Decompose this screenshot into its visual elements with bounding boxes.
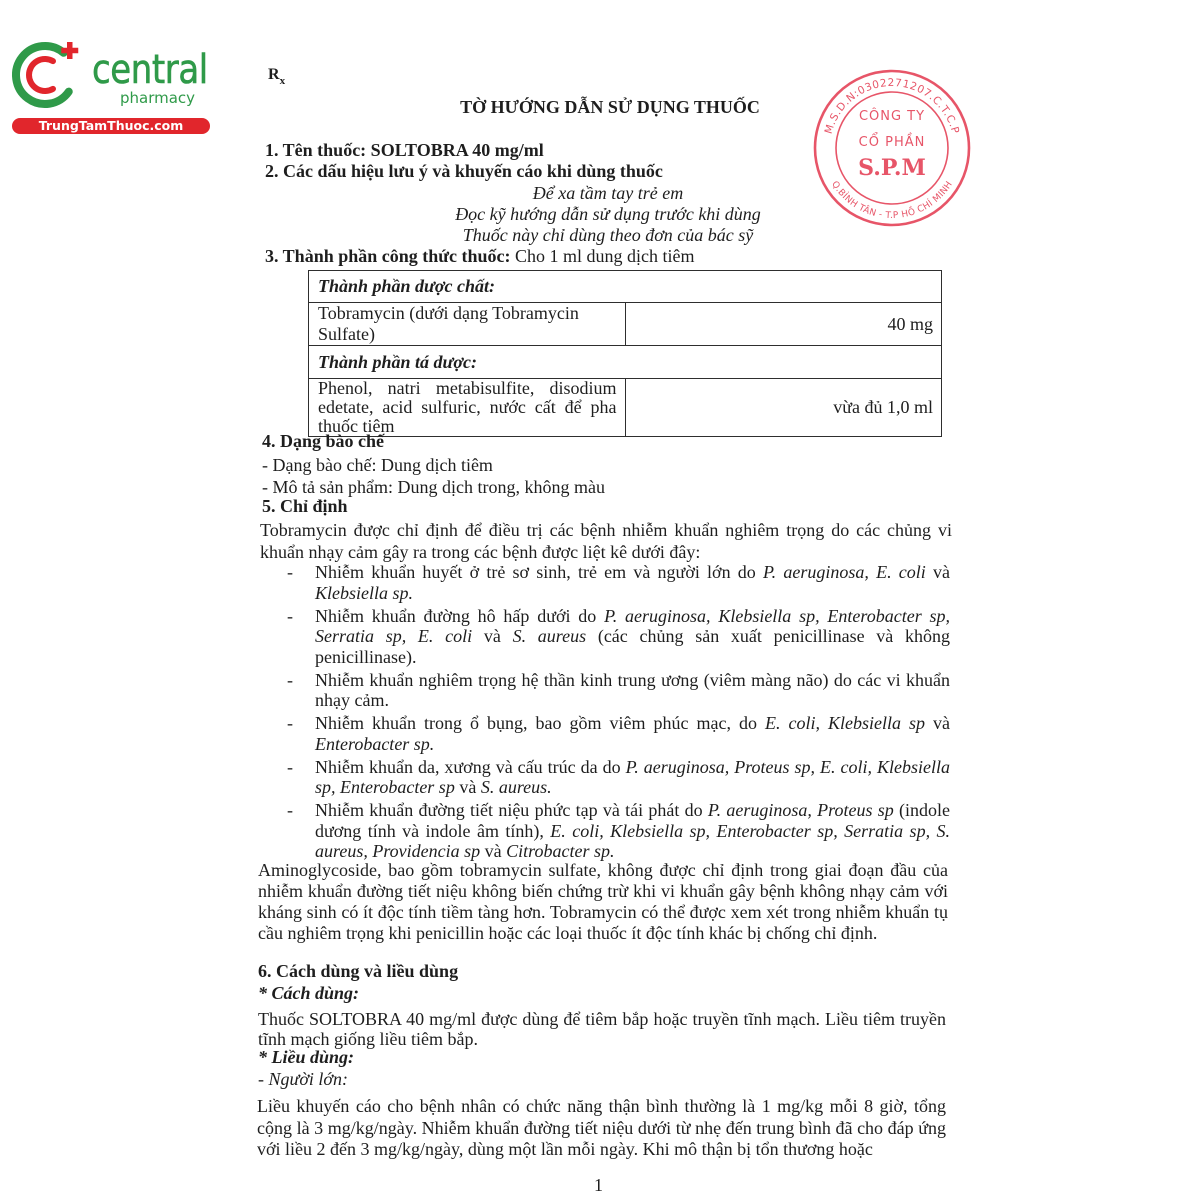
central-pharmacy-logo[interactable] — [8, 36, 220, 140]
organism-names: P. aeruginosa, Klebsiella sp, Enterobacter sp, Serratia sp, E. coli — [315, 605, 950, 646]
company-stamp — [812, 68, 972, 228]
indication-segment: và — [472, 626, 513, 646]
organism-names: E. coli, Klebsiella sp, Enterobacter sp, Serratia sp, S. aureus, Providencia sp — [315, 820, 950, 861]
dosage-label: * Liều dùng: — [258, 1047, 355, 1067]
indication-segment: Nhiễm khuẩn đường tiết niệu phức tạp và tái phát do — [315, 800, 708, 820]
indication-text — [315, 757, 950, 798]
indication-segment: (các chủng sản xuất penicillinase và không penicillinase). — [315, 626, 950, 667]
stamp-line-name: S.P.M — [858, 155, 926, 181]
organism-names: P. aeruginosa, E. coli — [763, 562, 926, 582]
indication-item — [287, 670, 950, 711]
organism-names: S. aureus. — [480, 777, 552, 797]
indication-segment: Nhiễm khuẩn trong ổ bụng, bao gồm viêm phúc mạc, do — [315, 713, 765, 733]
dosage-form-list — [262, 454, 605, 498]
stamp-ring-bottom-text: Q.BÌNH TÂN - T.P HỒ CHÍ MINH — [829, 179, 955, 222]
indication-text — [315, 670, 950, 711]
organism-names: Klebsiella sp. — [315, 582, 413, 603]
warning-lines — [408, 183, 808, 246]
indication-text — [315, 562, 950, 603]
logo-brand-name: central — [92, 47, 208, 93]
table-row — [309, 346, 942, 379]
section-4-heading: 4. Dạng bào chế — [262, 431, 385, 451]
composition-table — [308, 270, 942, 437]
organism-names: Citrobacter sp. — [506, 841, 615, 861]
section-1-drug-name: 1. Tên thuốc: SOLTOBRA 40 mg/ml — [265, 140, 544, 160]
indications-intro: Tobramycin được chỉ định để điều trị các bệnh nhiễm khuẩn nghiêm trọng do các chủng vi khuẩn nhạy cảm gây ra trong các bệnh được liệt kê dưới đây: — [260, 520, 952, 562]
adult-dosage-text: Liều khuyến cáo cho bệnh nhân có chức năng thận bình thường là 1 mg/kg mỗi 8 giờ, tổng cộng là 3 mg/kg/ngày. Nhiễm khuẩn đường tiết niệu dưới từ nhẹ đến trung bình đã cho đáp ứng với liều 2 đến 3 mg/kg/ngày, dùng một lần mỗi ngày. Khi mô thận bị tổn thương hoặc — [257, 1096, 946, 1159]
indications-note: Aminoglycoside, bao gồm tobramycin sulfate, không được chỉ định trong giai đoạn đầu của nhiễm khuẩn đường tiết niệu không biến chứng trừ khi vi khuẩn gây bệnh không nhạy cảm với kháng sinh có ít độc tính tiềm tàng hơn. Tobramycin có thể được xem xét trong nhiễm khuẩn tụ cầu nghiêm trọng khi penicillin hoặc các loại thuốc ít độc tính khác bị chống chỉ định. — [258, 860, 948, 943]
indication-item — [287, 713, 950, 754]
indication-text — [315, 606, 950, 668]
section-3-heading — [265, 246, 695, 267]
section-3-note: Cho 1 ml dung dịch tiêm — [515, 246, 695, 266]
bullet-dash: - — [287, 605, 293, 626]
stamp-line-company: CÔNG TY — [858, 109, 926, 124]
product-description-item: - Mô tả sản phẩm: Dung dịch trong, không màu — [262, 477, 605, 497]
indication-segment: và — [480, 841, 507, 861]
table-row — [309, 379, 942, 437]
excipient-header: Thành phần tá dược: — [309, 346, 942, 379]
indication-item — [287, 562, 950, 603]
bullet-dash: - — [287, 562, 293, 582]
indication-segment: Nhiễm khuẩn đường hô hấp dưới do — [315, 605, 605, 626]
excipient-amount: vừa đủ 1,0 ml — [625, 379, 942, 437]
logo-brand-subtitle: pharmacy — [120, 89, 196, 107]
indication-text — [315, 800, 950, 862]
dosage-form-item: - Dạng bào chế: Dung dịch tiêm — [262, 455, 493, 475]
bullet-dash: - — [287, 756, 293, 777]
organism-names: Enterobacter sp. — [315, 733, 435, 754]
indication-segment: và — [924, 713, 950, 733]
indications-list — [287, 562, 950, 864]
active-ingredient-name: Tobramycin (dưới dạng Tobramycin Sulfate) — [309, 303, 626, 346]
indication-item — [287, 606, 950, 668]
warning-line: Thuốc này chỉ dùng theo đơn của bác sỹ — [462, 225, 754, 245]
indication-segment: Nhiễm khuẩn nghiêm trọng hệ thần kinh trung ương (viêm màng não) do các vi khuẩn nhạy cảm. — [315, 669, 950, 710]
usage-label: * Cách dùng: — [258, 983, 360, 1003]
table-row — [309, 303, 942, 346]
warning-line: Để xa tầm tay trẻ em — [532, 183, 684, 203]
rx-letter: R — [268, 66, 280, 83]
organism-names: P. aeruginosa, Proteus sp — [707, 800, 894, 820]
active-ingredient-amount: 40 mg — [625, 303, 942, 346]
adult-dosage-label: - Người lớn: — [258, 1069, 349, 1089]
excipient-list: Phenol, natri metabisulfite, disodium edetate, acid sulfuric, nước cất để pha thuốc tiêm — [309, 379, 626, 437]
organism-names: E. coli, Klebsiella sp — [764, 713, 925, 733]
warning-line: Đọc kỹ hướng dẫn sử dụng trước khi dùng — [455, 204, 761, 224]
section-6-heading: 6. Cách dùng và liều dùng — [258, 961, 459, 981]
indication-segment: và — [925, 562, 950, 582]
rx-subscript: x — [279, 75, 286, 87]
bullet-dash: - — [287, 713, 293, 733]
indication-segment: và — [454, 777, 481, 797]
page-number: 1 — [594, 1175, 603, 1195]
active-ingredient-header: Thành phần dược chất: — [309, 271, 942, 303]
stamp-ring-top-text: M.S.D.N:0302271207.C.T.C.P — [822, 76, 962, 136]
rx-symbol — [268, 64, 285, 87]
bullet-dash: - — [287, 800, 293, 820]
stamp-line-type: CỔ PHẦN — [858, 135, 926, 150]
section-5-heading: 5. Chỉ định — [262, 496, 348, 516]
indication-segment: Nhiễm khuẩn huyết ở trẻ sơ sinh, trẻ em và người lớn do — [315, 562, 763, 582]
central-pharmacy-logo-icon — [10, 38, 82, 110]
indication-item — [287, 800, 950, 862]
bullet-dash: - — [287, 669, 293, 690]
indication-text — [315, 713, 950, 754]
organism-names: P. aeruginosa, Proteus sp, E. coli, Klebsiella sp, Enterobacter sp — [315, 756, 950, 797]
section-3-title: 3. Thành phần công thức thuốc: — [265, 246, 511, 266]
indication-item — [287, 757, 950, 798]
document-title: TỜ HƯỚNG DẪN SỬ DỤNG THUỐC — [460, 97, 760, 117]
section-2-heading: 2. Các dấu hiệu lưu ý và khuyến cáo khi dùng thuốc — [265, 161, 663, 181]
indication-segment: (indole dương tính và indole âm tính), — [315, 800, 950, 841]
indication-segment: Nhiễm khuẩn da, xương và cấu trúc da do — [315, 756, 626, 777]
logo-site-badge: TrungTamThuoc.com — [12, 118, 210, 134]
table-row — [309, 271, 942, 303]
organism-names: S. aureus — [512, 626, 587, 646]
usage-text: Thuốc SOLTOBRA 40 mg/ml được dùng để tiêm bắp hoặc truyền tĩnh mạch. Liều tiêm truyền tĩnh mạch giống liều tiêm bắp. — [258, 1009, 946, 1049]
